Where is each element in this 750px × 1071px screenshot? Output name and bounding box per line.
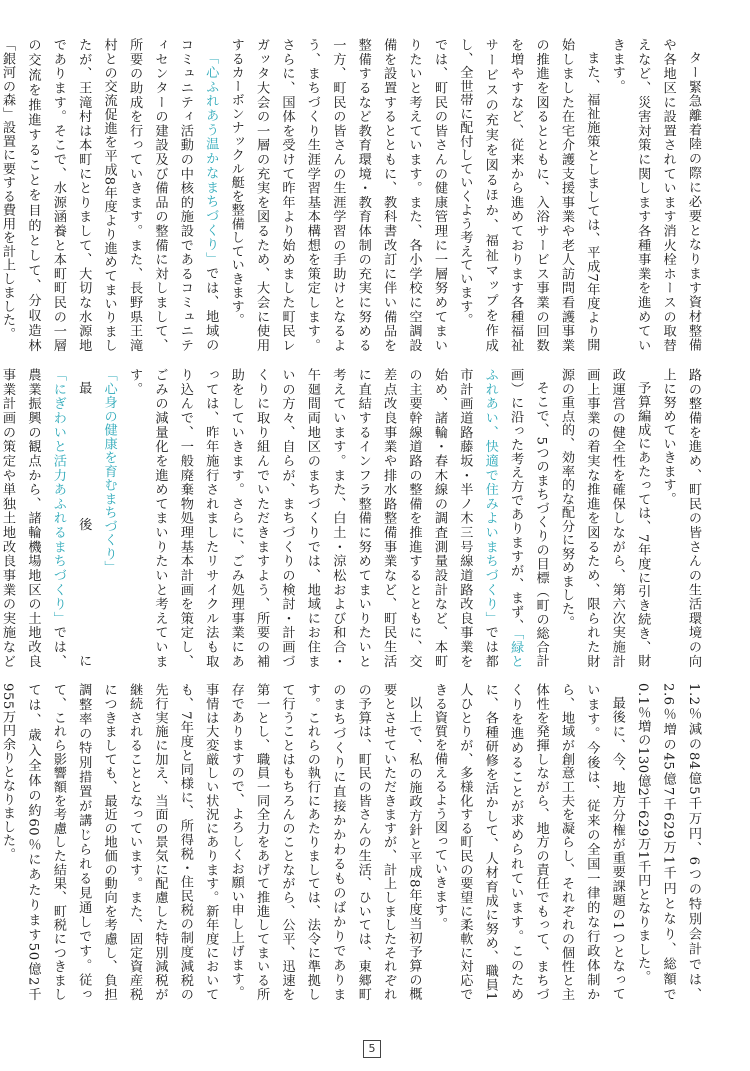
paragraph-text: では都市計画道路藤坂・半ノ木三号線道路改良事業を始め、諸輪・春木線の調査測量設計など、本町の主要幹線道路の整備を推進するとともに、交差点改良事業や排水路整備事業など、町民生活に直結するインフラ整備に努めてまいりたいと考えています。また、白土・涼松および和合・午廻間両地区のまちづくりでは、地域にお住まいの方々、自らが、まちづくりの検討・計画づくりに取り組んでいただきますよう、所要の補助をしていきます。さらに、ごみ処理事業にあっては、昨年施行されましたリサイクル法も取り込んで、一般廃棄物処理基本計画を策定し、ごみの減量化を進めてまいりたいと考えています。 (127, 368, 498, 668)
paragraph: 事情は大変厳しい状況にあります。新年度においても、7年度と同様に、所得税・住民税の制度減税の先行実施に加え、当面の景気に配慮した特別減税が継続されることとなっています。また、固定資産税につきましても、最近の地価の動向を考慮し、負担調整率の特別措置が講じられる見通しです。従って、これら影響額を考慮した結果、町税につきましては、歳入全体の約60％にあたります50億2千955万円余りとなりました。 (0, 683, 219, 1001)
paragraph: 予算編成にあたっては、7年度に引き続き、財政運営の健全性を確保しながら、第六次実施計画上事業の着実な推進を図るため、限られた財源の重点的、効率的な配分に努めました。 (558, 368, 651, 668)
paragraph: 最後に、今、地方分権が重要課題の1つとなっています。今後は、従来の全国一律的な行政体制から、地域が創意工夫を凝らし、それぞれの個性と主体性を発揮しながら、地方の責任でもって、まちづくりを進めることが求められています。このために、各種研修を活かして、人材育成に努め、職員1人ひとりが、多様化する町民の要望に柔軟に対応できる資質を備えるよう図っていきます。 (431, 683, 625, 1001)
page-number: 5 (363, 1040, 381, 1058)
column-tier-bottom (0, 683, 706, 1001)
paragraph: また、福祉施策としましては、平成7年度より開始しました在宅介護支援事業や老人訪問看護事業の推進を図るとともに、入浴サービス事業の回数を増やすなど、従来から進めております各種福祉サービスの充実を図るほか、福祉マップを作成し、全世帯に配付していくよう考えています。 (457, 38, 600, 352)
paragraph: では、町民の皆さんの健康管理に一層努めてまいりたいと考えています。また、各小学校に空調設備を設置するとともに、教科書改訂に伴い備品を整備するなど教育環境・教育体制の充実に努める一方、町民の皆さんの生涯学習の手助けとなるよう、まちづくり生涯学習基本構想を策定します。さらに、国体を受けて昨年より始めました町民レガッタ大会の一層の充実を図るため、大会に使用するカーボンナックル艇を整備していきます。 (228, 38, 447, 352)
paragraph: 1.2％減の84億5千万円、6つの特別会計では、2.6％増の45億7千629万1千円となり、総額で0.1％増の130億2千629万1千円となりました。 (635, 683, 701, 1001)
paragraph: 路の整備を進め、町民の皆さんの生活環境の向上に努めていきます。 (660, 368, 701, 668)
section-heading: 「心ふれあう温かなまちづくり」 (203, 51, 219, 267)
paragraph (0, 368, 96, 668)
paragraph: 以上で、私の施政方針と平成8年度当初予算の概要とさせていただきますが、計上しましたそれぞれの予算は、町民の皆さんの生活、ひいては、東郷町のまちづくりに直接かかわるものばかりであります。これらの執行にあたりましては、法令に準拠して行うことはもちろんのことながら、公平、迅速を第一とし、職員一同全力をあげて推進してまいる所存でありますので、よろしくお願い申し上げます。 (228, 683, 422, 1001)
paragraph-text: では、農業振興の観点から、諸輪機場地区の土地改良事業計画の策定や単独土地改良事業の実施など (0, 368, 66, 668)
paragraph-text: そこで、5つのまちづくりの目標（町の総合計画）に沿った考え方でありますが、まず、 (508, 368, 549, 668)
paragraph-text: 最後に (76, 381, 92, 668)
paragraph-text: では、地域のコミュニティ活動の中核的施設であるコミュニティセンターの建設及び備品の整備に対しまして、所要の助成を行っていきます。また、長野県王滝村との交流促進を平成8年度より進めてまいりましたが、王滝村は本町にとりまして、大切な水源地であります。そこで、水源涵養と本町町民の一層の交流を推進することを目的として、分収造林「銀河の森」設置に要する費用を計上しました。 (0, 38, 219, 352)
section-heading: 「にぎわいと活力あふれるまちづくり」 (50, 368, 66, 626)
paragraph (0, 38, 223, 352)
section-heading: 「緑とふれあい、快適で住みよいまちづくり」 (482, 368, 524, 669)
section-heading: 「心身の健康を育むまちづくり」 (101, 368, 117, 575)
column-tier-middle (0, 368, 706, 669)
column-tier-top (0, 38, 706, 352)
paragraph: ター緊急離着陸の際に必要となります資材整備や各地区に設置されています消火栓ホースの取替えなど、災害対策に関します各種事業を進めていきます。 (609, 38, 701, 352)
paragraph (122, 368, 554, 668)
